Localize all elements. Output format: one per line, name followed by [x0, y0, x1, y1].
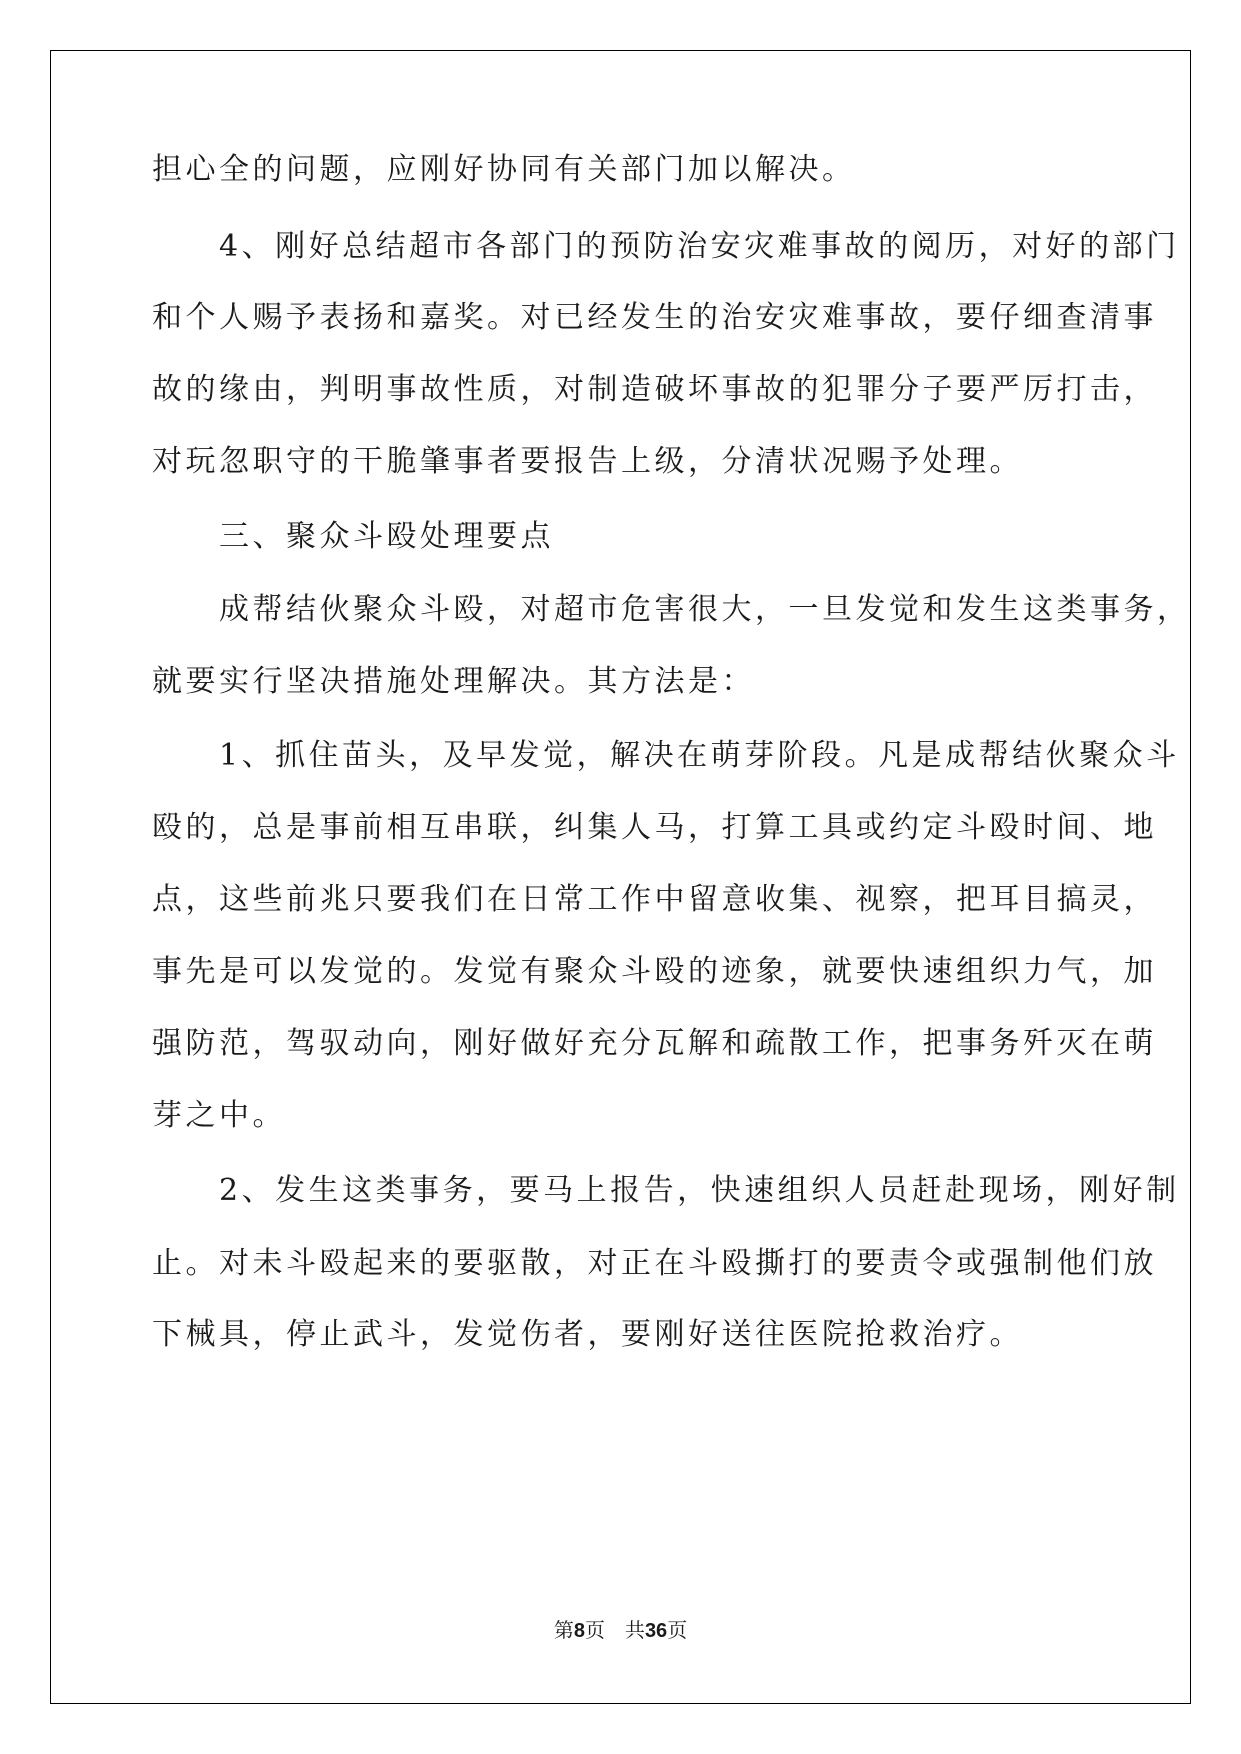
text-line: 1、抓住苗头，及早发觉，解决在萌芽阶段。凡是成帮结伙聚众斗	[152, 738, 1180, 773]
text-line: 殴的，总是事前相互串联，纠集人马，打算工具或约定斗殴时间、地	[152, 810, 1157, 845]
text-line: 就要实行坚决措施处理解决。其方法是：	[152, 664, 755, 699]
footer-mid: 页 共	[584, 1618, 645, 1642]
page-footer	[0, 1618, 1241, 1643]
section-heading: 三、聚众斗殴处理要点	[152, 519, 554, 554]
text-line: 点，这些前兆只要我们在日常工作中留意收集、视察，把耳目搞灵，	[152, 882, 1157, 917]
total-pages-number: 36	[644, 1620, 668, 1642]
text-line: 对玩忽职守的干脆肇事者要报告上级，分清状况赐予处理。	[152, 444, 1023, 479]
text-line: 故的缘由，判明事故性质，对制造破坏事故的犯罪分子要严厉打击，	[152, 372, 1157, 407]
text-line: 强防范，驾驭动向，刚好做好充分瓦解和疏散工作，把事务歼灭在萌	[152, 1026, 1157, 1061]
text-line: 4、刚好总结超市各部门的预防治安灾难事故的阅历，对好的部门	[152, 229, 1180, 264]
text-line: 担心全的问题，应刚好协同有关部门加以解决。	[152, 152, 856, 187]
footer-suffix: 页	[667, 1618, 688, 1642]
text-line: 事先是可以发觉的。发觉有聚众斗殴的迹象，就要快速组织力气，加	[152, 954, 1157, 989]
text-line: 和个人赐予表扬和嘉奖。对已经发生的治安灾难事故，要仔细查清事	[152, 300, 1157, 335]
text-line: 2、发生这类事务，要马上报告，快速组织人员赶赴现场，刚好制	[152, 1173, 1180, 1208]
current-page-number: 8	[573, 1620, 585, 1642]
text-line: 芽之中。	[152, 1098, 286, 1133]
text-line: 成帮结伙聚众斗殴，对超市危害很大，一旦发觉和发生这类事务，	[152, 592, 1191, 627]
footer-prefix: 第	[553, 1618, 574, 1642]
text-line: 下械具，停止武斗，发觉伤者，要刚好送往医院抢救治疗。	[152, 1317, 1023, 1352]
text-line: 止。对未斗殴起来的要驱散，对正在斗殴撕打的要责令或强制他们放	[152, 1246, 1157, 1281]
